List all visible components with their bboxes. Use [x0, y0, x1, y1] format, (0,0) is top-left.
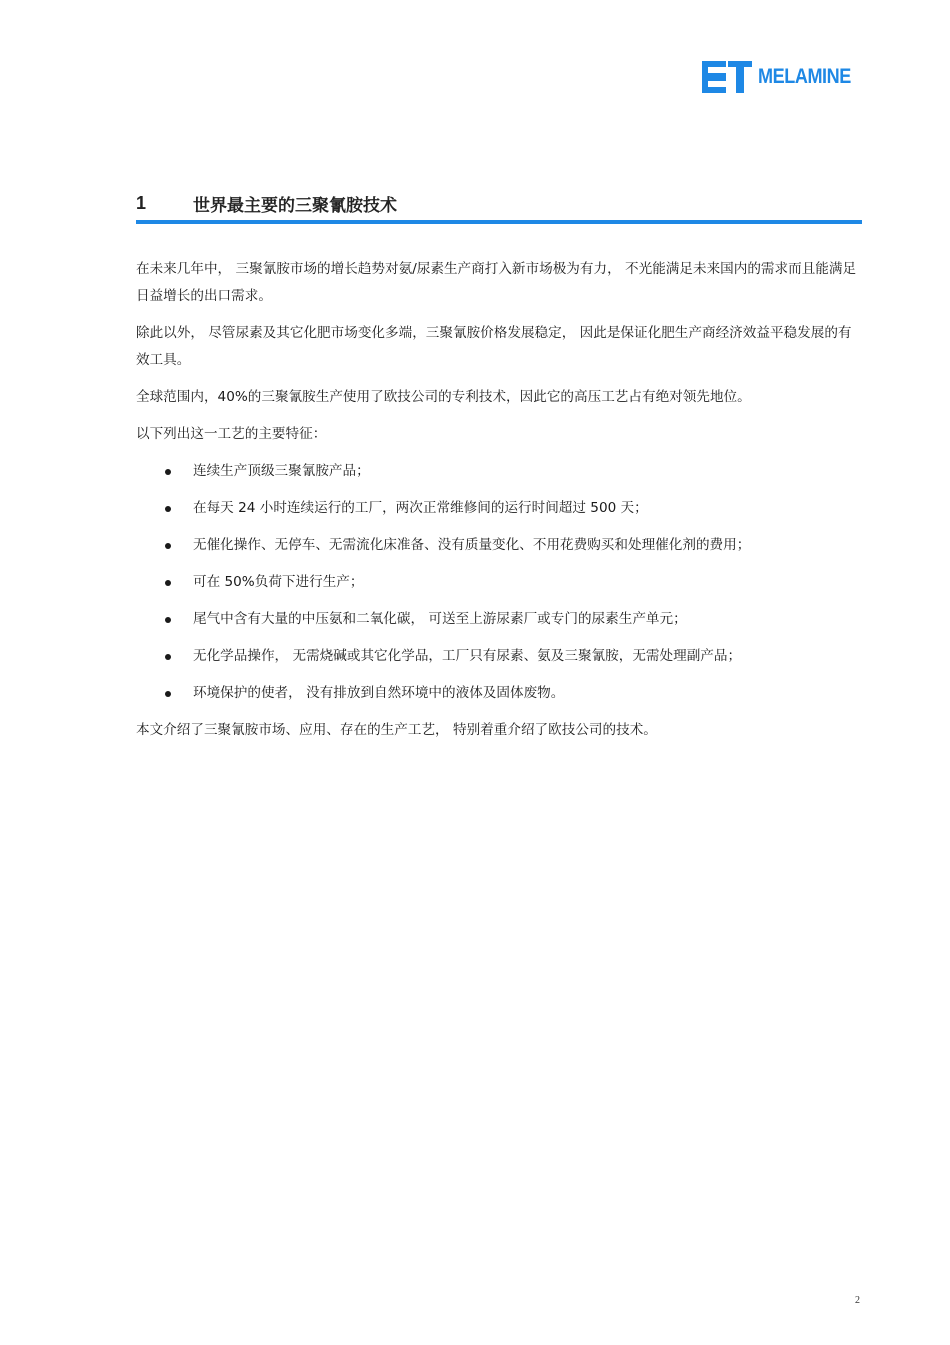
page-number: 2 [855, 1295, 860, 1306]
closing-paragraph: 本文介绍了三聚氰胺市场、应用、存在的生产工艺， 特别着重介绍了欧技公司的技术。 [136, 722, 657, 738]
list-item-text: 环境保护的使者， 没有排放到自然环境中的液体及固体废物。 [193, 685, 565, 701]
list-item [136, 495, 862, 522]
paragraph: 以下列出这一工艺的主要特征： [136, 426, 327, 442]
list-item-text: 连续生产顶级三聚氰胺产品； [193, 463, 370, 479]
paragraph: 全球范围内，40%的三聚氰胺生产使用了欧技公司的专利技术，因此它的高压工艺占有绝对领先地位。 [136, 389, 751, 405]
list-item-text: 尾气中含有大量的中压氨和二氧化碳， 可送至上游尿素厂或专门的尿素生产单元； [193, 611, 687, 627]
bullet-icon [165, 469, 171, 475]
bullet-icon [165, 654, 171, 660]
list-item-text: 可在 50%负荷下进行生产； [193, 574, 364, 590]
paragraph: 除此以外， 尽管尿素及其它化肥市场变化多端，三聚氰胺价格发展稳定， 因此是保证化肥生产商经济效益平稳发展的有效工具。 [136, 325, 852, 368]
list-item [136, 643, 862, 670]
list-item-text: 在每天 24 小时连续运行的工厂，两次正常维修间的运行时间超过 500 天； [193, 500, 648, 516]
bullet-icon [165, 543, 171, 549]
logo-text: MELAMINE [758, 65, 851, 88]
list-item [136, 458, 862, 485]
list-item [136, 606, 862, 633]
paragraph: 在未来几年中， 三聚氰胺市场的增长趋势对氨/尿素生产商打入新市场极为有力， 不光能满足未来国内的需求而且能满足日益增长的出口需求。 [136, 261, 857, 304]
list-item-text: 无化学品操作， 无需烧碱或其它化学品，工厂只有尿素、氨及三聚氰胺，无需处理副产品； [193, 648, 742, 664]
bullet-icon [165, 691, 171, 697]
bullet-icon [165, 617, 171, 623]
bullet-icon [165, 580, 171, 586]
list-item [136, 532, 862, 559]
list-item [136, 569, 862, 596]
document-body [136, 256, 862, 754]
section-title: 世界最主要的三聚氰胺技术 [193, 195, 397, 216]
list-item [136, 680, 862, 707]
feature-list [136, 458, 862, 707]
section-heading [136, 190, 862, 224]
section-number: 1 [136, 192, 147, 213]
section-divider [136, 220, 862, 224]
bullet-icon [165, 506, 171, 512]
list-item-text: 无催化操作、无停车、无需流化床准备、没有质量变化、不用花费购买和处理催化剂的费用； [193, 537, 751, 553]
et-logo-icon [702, 61, 752, 93]
company-logo [702, 61, 866, 93]
